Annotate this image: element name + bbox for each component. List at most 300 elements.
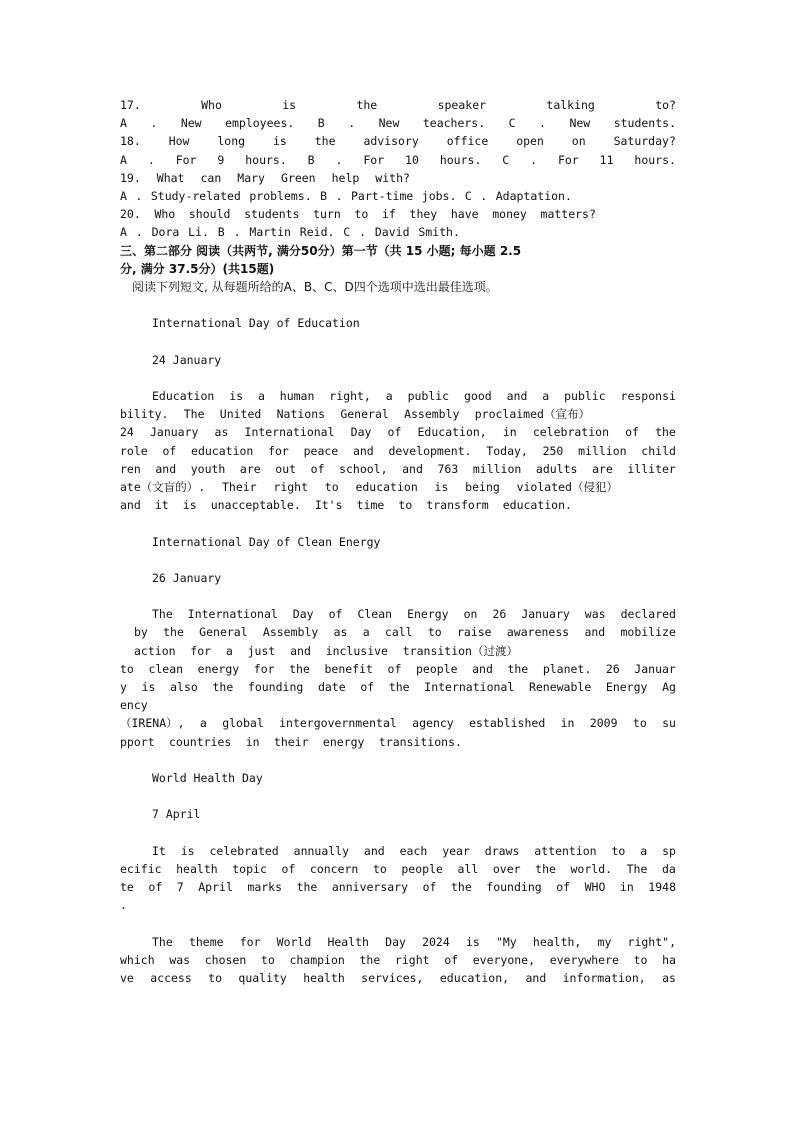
word: just [247, 643, 276, 658]
word: The [152, 934, 173, 949]
word: David [374, 225, 410, 240]
question-19-options [120, 187, 572, 205]
word: transition（过渡） [402, 643, 518, 658]
instruction: 阅读下列短文, 从每题所给的A、B、C、D四个选项中选出最佳选项。 [132, 279, 498, 294]
word: topic [232, 861, 267, 876]
word: . [335, 152, 343, 167]
word: January [149, 425, 199, 440]
word: hours. [634, 152, 676, 167]
word: jobs. [421, 188, 457, 203]
word: a [640, 843, 648, 858]
word: should [188, 207, 231, 222]
question-17 [120, 96, 676, 114]
word: 17. [120, 98, 141, 112]
word: the [212, 680, 234, 694]
word: date [317, 680, 346, 694]
word: each [399, 843, 428, 858]
document-page [120, 96, 676, 987]
word: of [328, 607, 343, 622]
word: The [626, 861, 648, 876]
word: the [359, 952, 381, 967]
word: was [169, 952, 191, 967]
word: health [303, 971, 345, 985]
word: a [362, 625, 370, 640]
word: 9 [217, 152, 225, 167]
word: and [290, 643, 311, 658]
word: by [134, 625, 148, 640]
word: the [356, 98, 378, 112]
word: mobilize [620, 625, 676, 640]
word: money [492, 207, 527, 222]
word: Assembly [404, 407, 460, 422]
word: It's [314, 498, 343, 513]
passage-date-education: 24 January [152, 352, 222, 367]
word: Study-related [150, 188, 241, 203]
word: to [398, 498, 413, 513]
word: to [260, 952, 275, 967]
word: students [244, 207, 300, 222]
word: United [219, 407, 262, 422]
word: of [360, 680, 375, 694]
word: champion [289, 952, 345, 967]
word: of [422, 880, 437, 895]
text-line [120, 405, 590, 423]
word: marks [247, 880, 283, 895]
word: Martin [249, 225, 291, 240]
word: adults [535, 461, 578, 476]
word: public [564, 389, 606, 403]
word: teachers. [422, 116, 486, 131]
word: "My [495, 934, 517, 949]
word: ve [120, 971, 134, 985]
word: as [214, 425, 229, 440]
word: draws [484, 843, 520, 858]
text-line [120, 496, 572, 514]
text-line [120, 860, 676, 878]
word: health [176, 861, 218, 876]
word: year [442, 843, 470, 858]
word: A [120, 188, 127, 203]
word: in [560, 716, 575, 731]
passage-date-health: 7 April [152, 807, 201, 822]
word: . [348, 116, 356, 131]
word: （IRENA）, [120, 716, 185, 731]
word: sp [662, 843, 676, 858]
word: benefit [324, 661, 373, 676]
word: their [273, 734, 309, 749]
passage-title-health: World Health Day [152, 770, 263, 785]
word: right", [627, 934, 676, 949]
word: 1948 [648, 880, 676, 895]
word: and [352, 443, 374, 458]
word: energy [197, 661, 240, 676]
text-line [120, 387, 676, 405]
word: education [191, 443, 254, 458]
word: General [340, 407, 389, 422]
text-line: ency [120, 698, 148, 713]
word: It [152, 843, 166, 858]
word: established [469, 716, 546, 731]
word: development. [388, 443, 472, 458]
word: the [296, 880, 318, 895]
word: illiter [627, 461, 676, 476]
word: human [279, 389, 315, 403]
word: 2009 [589, 716, 618, 731]
word: . [539, 116, 546, 131]
word: 11 [599, 152, 614, 167]
word: International [244, 425, 335, 440]
question-19 [120, 169, 410, 187]
word: Day [350, 425, 372, 440]
word: in [619, 880, 634, 895]
word: of [148, 880, 163, 895]
word: energy [322, 734, 365, 749]
word: if [382, 207, 396, 222]
word: ecific [120, 861, 162, 876]
word: and [584, 625, 606, 640]
word: of [556, 880, 571, 895]
word: and [506, 389, 528, 403]
word: transitions. [378, 734, 462, 749]
passage-date-energy: 26 January [152, 570, 222, 585]
word: is [229, 389, 244, 403]
word: intergovernmental [279, 716, 397, 731]
word: . [233, 225, 241, 240]
word: with? [375, 170, 410, 185]
word: Ag [662, 680, 676, 694]
word: B [317, 116, 325, 131]
word: Januar [634, 661, 676, 676]
text-line [120, 442, 676, 460]
word: A [120, 225, 127, 240]
word: talking [546, 98, 595, 112]
word: WHO [584, 880, 606, 895]
word: youth [190, 461, 226, 476]
word: responsi [620, 389, 676, 403]
word: Assembly [262, 625, 319, 640]
word: my [597, 934, 612, 949]
word: agency [412, 716, 454, 731]
word: 7 [176, 880, 184, 895]
word: Energy [605, 680, 648, 694]
word: Day [292, 607, 314, 622]
word: su [662, 716, 676, 731]
word: of [281, 861, 296, 876]
word: Health [327, 934, 369, 949]
word: inclusive [325, 643, 388, 658]
word: of [387, 661, 402, 676]
question-18-options [120, 151, 676, 169]
word: good [464, 389, 492, 403]
passage-title-energy: International Day of Clean Energy [152, 534, 381, 549]
word: . [480, 188, 488, 203]
word: everyone, [472, 952, 536, 967]
word: Renewable [528, 680, 592, 694]
word: education, [439, 971, 510, 985]
word: quality [238, 971, 287, 985]
word: time [356, 498, 385, 513]
word: they [409, 207, 438, 222]
word: celebrated [209, 843, 279, 858]
word: a [385, 389, 393, 403]
word: role [120, 443, 148, 458]
word: help [331, 170, 360, 185]
word: child [641, 443, 676, 458]
word: Mary [237, 170, 265, 185]
word: Reid. [299, 225, 335, 240]
word: . [530, 152, 538, 167]
word: are [239, 461, 261, 476]
word: world. [570, 861, 613, 876]
word: 26 [605, 661, 620, 676]
word: B [217, 225, 225, 240]
word: on [571, 134, 586, 149]
word: the [314, 134, 336, 149]
word: New [180, 116, 202, 131]
word: to [324, 479, 339, 494]
word: B [320, 188, 328, 203]
word: C [464, 188, 472, 203]
word: New [569, 116, 591, 131]
word: . [135, 188, 143, 203]
word: call [384, 625, 413, 640]
word: Green [280, 170, 316, 185]
word: a [542, 389, 550, 403]
word: all [457, 861, 479, 876]
word: as [333, 625, 348, 640]
word: to [427, 625, 442, 640]
word: school, [339, 461, 388, 476]
text-line [120, 714, 676, 732]
question-20-options [120, 223, 460, 241]
word: A [120, 152, 127, 167]
word: matters? [540, 207, 596, 222]
passage-title-education: International Day of Education [152, 316, 360, 331]
word: being [465, 479, 500, 494]
word: anniversary [331, 880, 409, 895]
word: planet. [542, 661, 592, 676]
word: Clean [357, 607, 393, 622]
word: chosen [204, 952, 247, 967]
word: to [354, 207, 369, 222]
word: ren [120, 461, 141, 476]
word: peace [303, 443, 339, 458]
word: public [407, 389, 450, 403]
word: founding [247, 680, 304, 694]
word: Saturday? [613, 134, 676, 149]
word: Energy [407, 607, 449, 622]
word: Education, [417, 425, 487, 440]
word: theme [188, 934, 224, 949]
word: employees. [225, 116, 295, 131]
word: C [508, 116, 516, 131]
word: to [633, 952, 648, 967]
word: For [557, 152, 579, 167]
word: was [584, 607, 606, 622]
word: A [120, 116, 127, 131]
word: have [450, 207, 479, 222]
word: . [150, 116, 158, 131]
word: B [307, 152, 315, 167]
word: the [655, 425, 676, 440]
word: million [472, 461, 522, 476]
word: What [156, 170, 185, 185]
word: celebration [532, 425, 609, 440]
word: everywhere [549, 952, 619, 967]
word: violated（侵犯） [516, 479, 618, 494]
word: da [661, 861, 676, 876]
text-line [120, 642, 518, 660]
word: action [134, 643, 176, 658]
word: right, [329, 389, 371, 403]
word: The [152, 607, 173, 622]
word: a [225, 643, 233, 658]
word: 20. [120, 207, 141, 222]
word: for [253, 661, 275, 676]
word: Li. [188, 225, 209, 240]
text-line [120, 460, 676, 478]
word: The [183, 407, 205, 422]
word: in [245, 734, 260, 749]
word: services, [361, 971, 424, 985]
word: the [388, 680, 410, 694]
word: 250 [542, 443, 564, 458]
word: as [662, 971, 676, 985]
text-line [120, 842, 676, 860]
question-17-options [120, 114, 676, 132]
word: World [276, 934, 312, 949]
word: . [135, 225, 143, 240]
word: proclaimed（宣布） [474, 407, 590, 422]
question-18 [120, 132, 676, 150]
word: te [120, 880, 134, 895]
word: C [502, 152, 510, 167]
word: and [525, 971, 547, 985]
word: and [120, 498, 141, 513]
word: of [625, 425, 639, 440]
word: Smith. [418, 225, 460, 240]
word: speaker [437, 98, 487, 112]
word: declared [620, 607, 676, 622]
word: global [222, 716, 264, 731]
word: pport [120, 734, 155, 749]
word: International [187, 607, 278, 622]
word: to? [655, 98, 676, 112]
word: y [120, 680, 127, 694]
word: advisory [363, 134, 419, 149]
text-line [120, 623, 676, 641]
word: also [170, 680, 198, 694]
passage-body-health [120, 842, 676, 988]
word: right [273, 479, 309, 494]
word: . [335, 188, 343, 203]
word: out [275, 461, 297, 476]
word: which [120, 952, 155, 967]
word: 19. [120, 170, 141, 185]
word: to [632, 716, 647, 731]
passage-body-education [120, 387, 676, 514]
word: Today, [486, 443, 528, 458]
word: of [310, 461, 325, 476]
word: of [444, 952, 459, 967]
word: can [200, 170, 222, 185]
text-line: . [120, 898, 127, 913]
word: 18. [120, 134, 141, 149]
word: ha [662, 952, 676, 967]
word: access [150, 971, 192, 985]
word: the [507, 661, 529, 676]
word: raise [456, 625, 492, 640]
word: 26 [492, 607, 507, 622]
word: of [387, 425, 402, 440]
word: it [154, 498, 169, 513]
word: is [182, 498, 197, 513]
word: 24 [120, 425, 134, 440]
word: hours. [439, 152, 482, 167]
word: General [199, 625, 248, 640]
word: a [199, 716, 207, 731]
word: For [175, 152, 197, 167]
word: and [402, 461, 423, 476]
word: to [208, 971, 223, 985]
word: Education [152, 389, 215, 403]
passage-body-energy [120, 605, 676, 751]
word: to [611, 843, 626, 858]
word: Adaptation. [495, 188, 572, 203]
word: is [434, 479, 449, 494]
word: million [578, 443, 627, 458]
word: is [141, 680, 156, 694]
text-line [120, 423, 676, 441]
word: April [198, 880, 233, 895]
word: transform [426, 498, 489, 513]
text-line [120, 951, 676, 969]
word: concern [309, 861, 359, 876]
word: the [535, 861, 556, 876]
word: 763 [437, 461, 459, 476]
word: people [415, 661, 458, 676]
text-line [120, 605, 676, 623]
text-line [120, 660, 676, 678]
word: Who [154, 207, 176, 222]
word: a [257, 389, 265, 403]
word: for [268, 443, 289, 458]
word: education [355, 479, 418, 494]
word: annually [293, 843, 350, 858]
word: the [289, 661, 310, 676]
word: Part-time [350, 188, 414, 203]
word: Day [385, 934, 406, 949]
word: C [343, 225, 351, 240]
word: education. [502, 498, 572, 513]
word: New [378, 116, 400, 131]
text-line [120, 678, 676, 696]
word: the [450, 880, 472, 895]
text-line [120, 878, 676, 896]
word: countries [169, 734, 232, 749]
word: right [394, 952, 430, 967]
word: International [424, 680, 515, 694]
word: Their [221, 479, 257, 494]
word: information, [562, 971, 646, 985]
listening-questions [120, 96, 676, 242]
text-line [120, 933, 676, 951]
word: attention [534, 843, 597, 858]
word: is [180, 843, 195, 858]
word: to [372, 861, 387, 876]
word: ate（文盲的）. [120, 479, 206, 494]
word: unacceptable. [210, 498, 301, 513]
